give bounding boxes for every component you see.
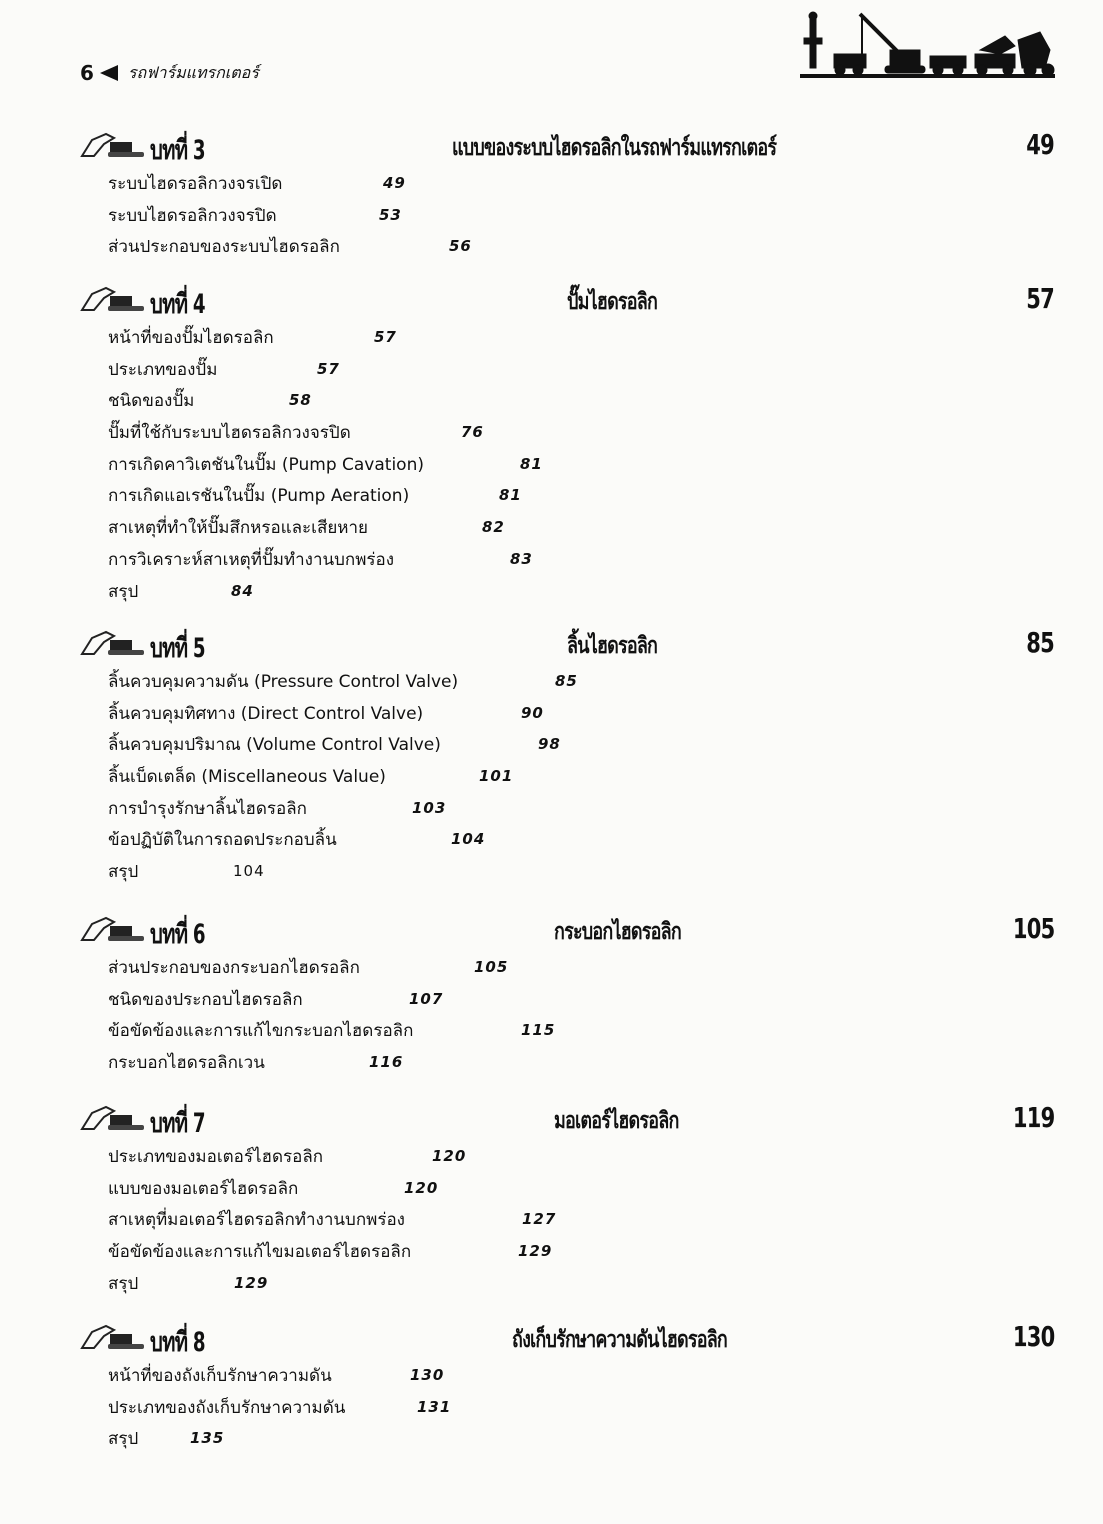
chapter-7 bbox=[80, 1101, 1060, 1299]
toc-entry bbox=[108, 1392, 1060, 1424]
toc-entry bbox=[108, 984, 1060, 1016]
chapter-page: 119 bbox=[1012, 1101, 1054, 1134]
entry-title: การเกิดคาวิเตชันในปั๊ม (Pump Cavation) bbox=[108, 454, 424, 475]
toc-entry bbox=[108, 698, 1060, 730]
chapter-heading bbox=[80, 912, 1060, 952]
chapter-title: มอเตอร์ไฮดรอลิก bbox=[554, 1108, 679, 1134]
entry-title: สรุป bbox=[108, 581, 139, 602]
chapter-label: บทที่ 6 bbox=[150, 919, 205, 950]
toc-entry bbox=[108, 1360, 1060, 1392]
chapter-label: บทที่ 3 bbox=[150, 135, 205, 166]
entry-title: ปั๊มที่ใช้กับระบบไฮดรอลิกวงจรปิด bbox=[108, 423, 351, 444]
toc-entry bbox=[108, 666, 1060, 698]
toc-entry bbox=[108, 385, 1060, 417]
entry-page: 81 bbox=[520, 454, 543, 473]
entry-title: หน้าที่ของถังเก็บรักษาความดัน bbox=[108, 1366, 332, 1386]
excavator-icon bbox=[80, 130, 146, 158]
entry-page: 76 bbox=[461, 423, 484, 442]
chapter-page: 85 bbox=[1026, 626, 1054, 659]
excavator-icon bbox=[80, 914, 146, 942]
toc-entry bbox=[108, 417, 1060, 449]
entry-title: ประเภทของถังเก็บรักษาความดัน bbox=[108, 1397, 346, 1418]
entry-title: แบบของมอเตอร์ไฮดรอลิก bbox=[108, 1178, 299, 1199]
excavator-icon bbox=[80, 1103, 146, 1131]
entry-page: 129 bbox=[518, 1242, 553, 1261]
toc-entry bbox=[108, 761, 1060, 793]
entry-page: 83 bbox=[510, 549, 533, 568]
chapter-heading bbox=[80, 626, 1060, 666]
entry-page: 84 bbox=[231, 581, 254, 600]
entry-title: ส่วนประกอบของระบบไฮดรอลิก bbox=[108, 237, 340, 258]
entry-title: การบำรุงรักษาลิ้นไฮดรอลิก bbox=[108, 798, 307, 819]
entry-title: ลิ้นเบ็ดเตล็ด (Miscellaneous Value) bbox=[108, 767, 386, 788]
chapter-8 bbox=[80, 1320, 1060, 1455]
entry-page: 127 bbox=[522, 1210, 557, 1229]
chapter-heading bbox=[80, 128, 1060, 168]
entry-page: 57 bbox=[374, 328, 397, 346]
toc-entry bbox=[108, 1204, 1060, 1236]
entry-title: สรุป bbox=[108, 862, 139, 883]
entry-page: 49 bbox=[383, 174, 406, 192]
entry-title: ระบบไฮดรอลิกวงจรปิด bbox=[108, 205, 277, 226]
chapter-label: บทที่ 8 bbox=[150, 1327, 205, 1358]
entry-page: 105 bbox=[474, 958, 509, 976]
entry-title: สาเหตุที่ทำให้ปั๊มสึกหรอและเสียหาย bbox=[108, 518, 369, 539]
entry-title: ประเภทของปั๊ม bbox=[108, 359, 218, 380]
toc-entry bbox=[108, 512, 1060, 544]
entry-page: 130 bbox=[410, 1366, 445, 1384]
entry-page: 85 bbox=[555, 672, 578, 690]
chapter-heading bbox=[80, 282, 1060, 322]
entry-title: การวิเคราะห์สาเหตุที่ปั๊มทำงานบกพร่อง bbox=[108, 549, 395, 570]
entry-page: 81 bbox=[499, 486, 522, 505]
toc-entry bbox=[108, 200, 1060, 232]
entry-list bbox=[80, 322, 1060, 607]
toc-entry bbox=[108, 576, 1060, 608]
toc-entry bbox=[108, 1047, 1060, 1079]
entry-list bbox=[80, 952, 1060, 1079]
entry-title: ข้อปฏิบัติในการถอดประกอบลิ้น bbox=[108, 830, 337, 851]
chapter-label: บทที่ 4 bbox=[150, 289, 205, 320]
entry-list bbox=[80, 1360, 1060, 1455]
toc-entry bbox=[108, 1173, 1060, 1205]
toc-entry bbox=[108, 856, 1060, 888]
chapter-title: ปั๊มไฮดรอลิก bbox=[567, 289, 658, 315]
entry-page: 131 bbox=[417, 1397, 452, 1416]
chapter-4 bbox=[80, 282, 1060, 607]
page-number: 6 bbox=[80, 61, 94, 85]
entry-page: 57 bbox=[317, 359, 340, 378]
entry-title: หน้าที่ของปั๊มไฮดรอลิก bbox=[108, 328, 274, 348]
toc-entry bbox=[108, 480, 1060, 512]
excavator-icon bbox=[80, 628, 146, 656]
entry-list bbox=[80, 666, 1060, 888]
entry-title: สรุป bbox=[108, 1429, 139, 1450]
chapter-heading bbox=[80, 1320, 1060, 1360]
toc-entry bbox=[108, 1236, 1060, 1268]
toc-entry bbox=[108, 1268, 1060, 1300]
excavator-icon bbox=[80, 1322, 146, 1350]
book-title: รถฟาร์มแทรกเตอร์ bbox=[127, 62, 259, 82]
entry-page: 115 bbox=[521, 1021, 556, 1040]
entry-title: ชนิดของประกอบไฮดรอลิก bbox=[108, 989, 303, 1010]
chapter-title: ลิ้นไฮดรอลิก bbox=[567, 633, 658, 659]
entry-list bbox=[80, 1141, 1060, 1299]
chapter-title: กระบอกไฮดรอลิก bbox=[554, 919, 681, 945]
chapter-label: บทที่ 5 bbox=[150, 633, 205, 664]
excavator-icon bbox=[80, 284, 146, 312]
chapter-3 bbox=[80, 128, 1060, 263]
entry-title: ชนิดของปั๊ม bbox=[108, 391, 195, 412]
machinery-logo-icon bbox=[800, 10, 1055, 82]
entry-title: สาเหตุที่มอเตอร์ไฮดรอลิกทำงานบกพร่อง bbox=[108, 1210, 405, 1231]
entry-page: 104 bbox=[233, 862, 265, 881]
entry-page: 56 bbox=[449, 237, 472, 256]
entry-title: ลิ้นควบคุมทิศทาง (Direct Control Valve) bbox=[108, 703, 424, 724]
chapter-5 bbox=[80, 626, 1060, 888]
chapter-6 bbox=[80, 912, 1060, 1079]
toc-entry bbox=[108, 793, 1060, 825]
toc-entry bbox=[108, 168, 1060, 200]
toc-entry bbox=[108, 449, 1060, 481]
toc-entry bbox=[108, 729, 1060, 761]
chapter-title: แบบของระบบไฮดรอลิกในรถฟาร์มแทรกเตอร์ bbox=[452, 135, 777, 161]
toc-entry bbox=[108, 354, 1060, 386]
entry-page: 98 bbox=[538, 735, 561, 754]
entry-page: 120 bbox=[432, 1147, 467, 1165]
entry-title: ประเภทของมอเตอร์ไฮดรอลิก bbox=[108, 1147, 324, 1167]
chapter-page: 49 bbox=[1026, 128, 1054, 161]
toc-entry bbox=[108, 231, 1060, 263]
entry-page: 135 bbox=[190, 1429, 225, 1448]
toc-entry bbox=[108, 1015, 1060, 1047]
entry-page: 53 bbox=[379, 205, 402, 224]
entry-page: 103 bbox=[412, 798, 447, 817]
entry-list bbox=[80, 168, 1060, 263]
entry-title: การเกิดแอเรชันในปั๊ม (Pump Aeration) bbox=[108, 486, 410, 507]
entry-title: ส่วนประกอบของกระบอกไฮดรอลิก bbox=[108, 958, 360, 978]
entry-title: ข้อขัดข้องและการแก้ไขมอเตอร์ไฮดรอลิก bbox=[108, 1242, 412, 1263]
entry-title: กระบอกไฮดรอลิกเวน bbox=[108, 1053, 265, 1074]
toc-entry bbox=[108, 322, 1060, 354]
chapter-title: ถังเก็บรักษาความดันไฮดรอลิก bbox=[512, 1327, 728, 1353]
entry-title: ระบบไฮดรอลิกวงจรเปิด bbox=[108, 174, 283, 194]
entry-page: 90 bbox=[521, 703, 544, 722]
entry-page: 101 bbox=[479, 767, 514, 786]
toc-entry bbox=[108, 1423, 1060, 1455]
chapter-heading bbox=[80, 1101, 1060, 1141]
chapter-page: 130 bbox=[1012, 1320, 1054, 1353]
chapter-page: 105 bbox=[1012, 912, 1054, 945]
toc-entry bbox=[108, 824, 1060, 856]
toc-entry bbox=[108, 1141, 1060, 1173]
entry-page: 107 bbox=[409, 989, 444, 1008]
toc-entry bbox=[108, 952, 1060, 984]
entry-title: ข้อขัดข้องและการแก้ไขกระบอกไฮดรอลิก bbox=[108, 1021, 414, 1042]
arrow-left-icon bbox=[100, 65, 118, 81]
chapter-label: บทที่ 7 bbox=[150, 1108, 205, 1139]
entry-title: สรุป bbox=[108, 1273, 139, 1294]
entry-page: 120 bbox=[404, 1178, 439, 1197]
entry-page: 82 bbox=[482, 518, 505, 537]
entry-page: 129 bbox=[234, 1273, 269, 1292]
chapter-page: 57 bbox=[1026, 282, 1054, 315]
entry-title: ลิ้นควบคุมปริมาณ (Volume Control Valve) bbox=[108, 735, 441, 756]
entry-page: 58 bbox=[289, 391, 312, 410]
entry-title: ลิ้นควบคุมความดัน (Pressure Control Valve) bbox=[108, 672, 459, 692]
running-header bbox=[80, 58, 259, 88]
toc-entry bbox=[108, 544, 1060, 576]
entry-page: 104 bbox=[451, 830, 486, 849]
entry-page: 116 bbox=[369, 1053, 404, 1072]
